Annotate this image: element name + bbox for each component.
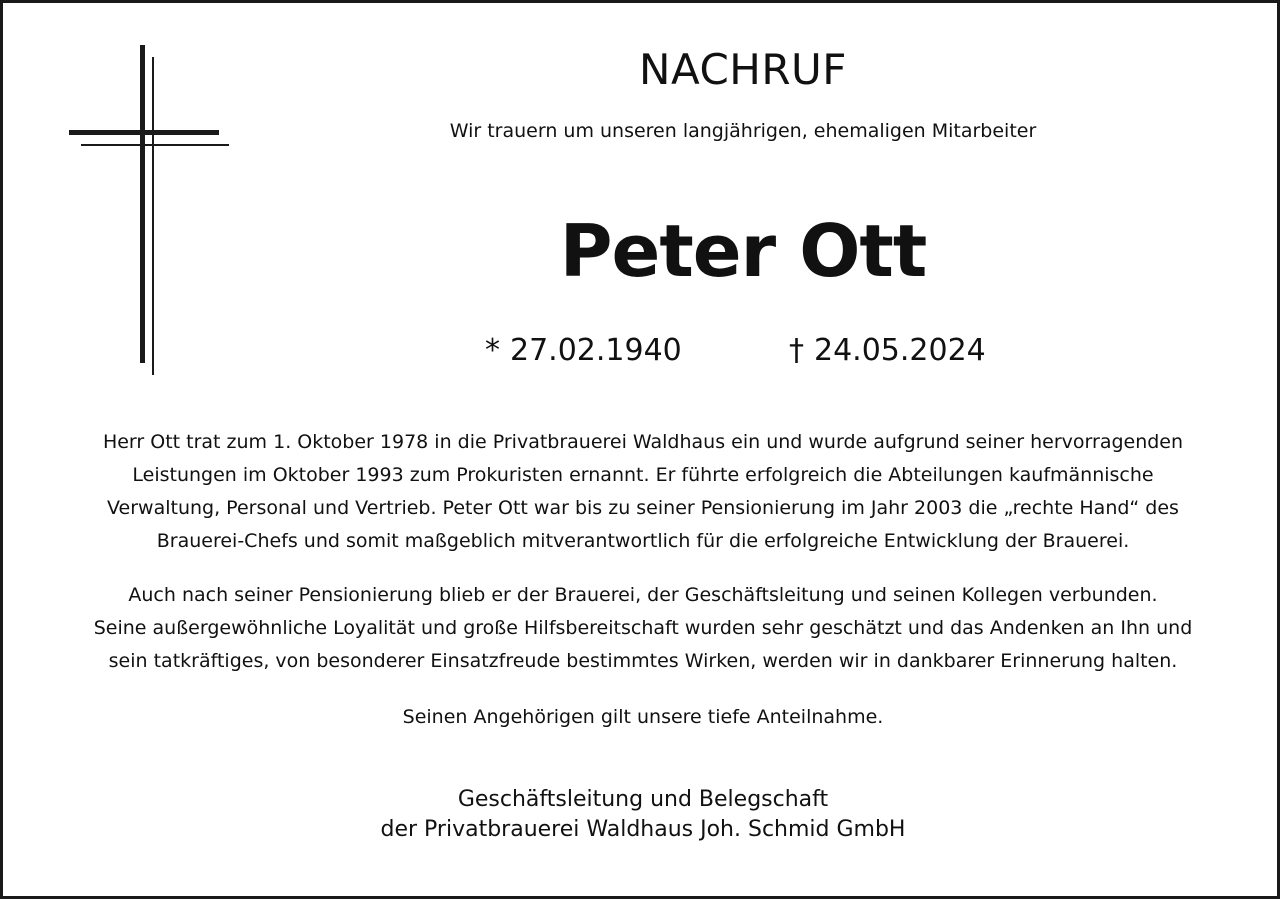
birth-date-group	[485, 333, 682, 368]
cross-vertical-bar	[140, 45, 145, 363]
life-dates	[481, 333, 1021, 372]
paragraph-line: Verwaltung, Personal und Vertrieb. Peter Ott war bis zu seiner Pensionierung im Jahr 2003 die „rechte Hand“ des	[107, 497, 1179, 519]
paragraph-line: Auch nach seiner Pensionierung blieb er der Brauerei, der Geschäftsleitung und seinen Kollegen verbunden.	[128, 584, 1158, 606]
paragraph-line: Leistungen im Oktober 1993 zum Prokuristen ernannt. Er führte erfolgreich die Abteilungen kaufmännische	[132, 464, 1154, 486]
tribute-paragraph-1	[63, 426, 1223, 558]
paragraph-line: Herr Ott trat zum 1. Oktober 1978 in die Privatbrauerei Waldhaus ein und wurde aufgrund seiner hervorragenden	[102, 431, 1184, 453]
death-date-group	[789, 333, 986, 368]
paragraph-line: Seine außergewöhnliche Loyalität und große Hilfsbereitschaft wurden sehr geschätzt und das Andenken an Ihn und	[93, 617, 1193, 639]
death-date: 24.05.2024	[814, 333, 986, 368]
signature-line: der Privatbrauerei Waldhaus Joh. Schmid GmbH	[380, 817, 906, 842]
cross-vertical-line	[152, 57, 154, 375]
notice-heading: NACHRUF	[639, 45, 847, 94]
cross-horizontal-line	[81, 144, 229, 146]
paragraph-line: Brauerei-Chefs und somit maßgeblich mitverantwortlich für die erfolgreiche Entwicklung der Brauerei.	[156, 530, 1130, 552]
paragraph-line: sein tatkräftiges, von besonderer Einsatzfreude bestimmtes Wirken, werden wir in dankbarer Erinnerung halten.	[108, 650, 1178, 672]
notice-subtitle: Wir trauern um unseren langjährigen, ehemaligen Mitarbeiter	[449, 120, 1037, 142]
death-symbol: †	[789, 333, 804, 368]
paragraph-line: Seinen Angehörigen gilt unsere tiefe Anteilnahme.	[402, 706, 884, 728]
birth-date: 27.02.1940	[510, 333, 682, 368]
signature-block	[243, 785, 1043, 845]
deceased-name: Peter Ott	[559, 209, 927, 293]
tribute-paragraph-2	[63, 579, 1223, 678]
birth-symbol: *	[485, 333, 500, 368]
signature-line: Geschäftsleitung und Belegschaft	[457, 787, 829, 812]
condolence-line	[63, 701, 1223, 734]
cross-icon	[69, 45, 231, 379]
cross-horizontal-bar	[69, 130, 219, 135]
